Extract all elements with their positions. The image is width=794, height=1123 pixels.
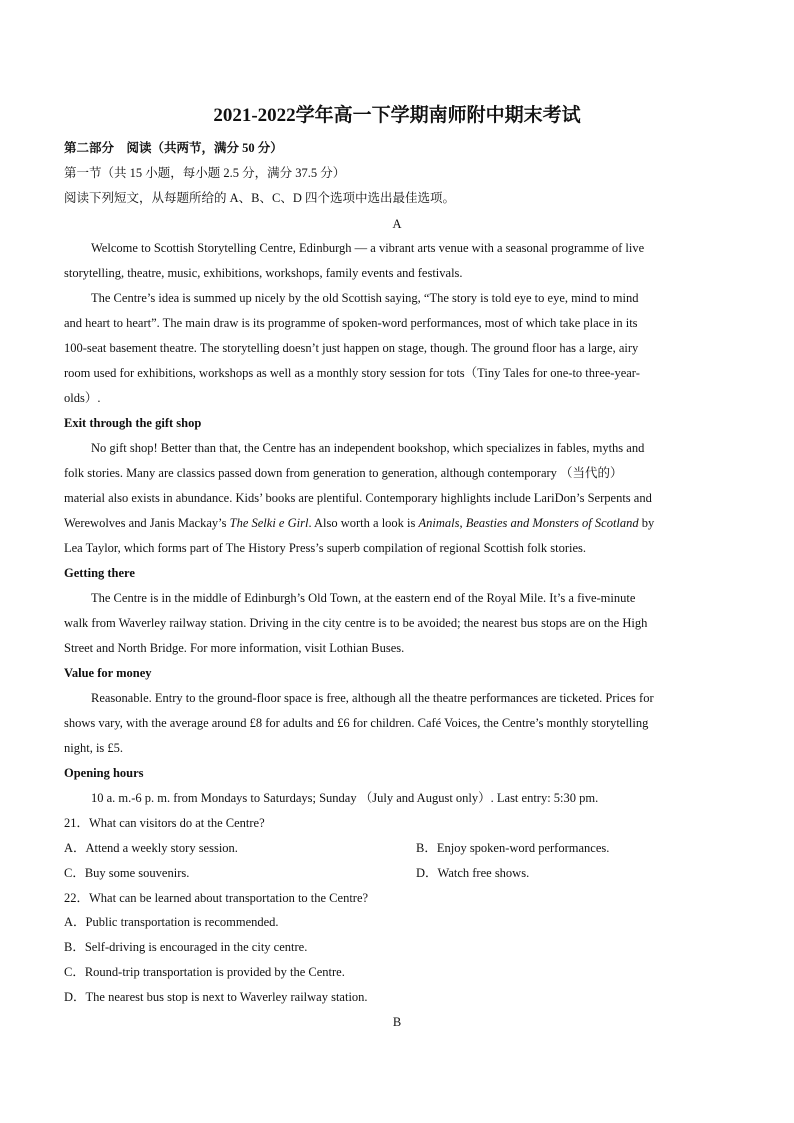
book-title: Animals, Beasties and Monsters of Scotland — [418, 516, 639, 530]
section-heading: 第一节（共 15 小题，每小题 2.5 分，满分 37.5 分） — [64, 166, 346, 180]
idea-line: room used for exhibitions, workshops as well as a monthly story session for tots（Tiny Tales for one-to three-year- — [64, 366, 640, 380]
idea-line: 100-seat basement theatre. The storytelling doesn’t just happen on stage, though. The ground floor has a large, airy — [64, 341, 639, 355]
gift-shop-text: . Also worth a look is — [308, 516, 419, 530]
gift-shop-heading: Exit through the gift shop — [64, 416, 202, 430]
question-22-option-a: A．Public transportation is recommended. — [64, 915, 279, 929]
passage-b-label: B — [392, 1015, 402, 1029]
value-line: shows vary, with the average around £8 for adults and £6 for children. Café Voices, the Centre’s monthly storytelling — [64, 716, 649, 730]
gift-shop-text: by — [638, 516, 655, 530]
getting-there-line: Street and North Bridge. For more information, visit Lothian Buses. — [64, 641, 405, 655]
hours-heading: Opening hours — [64, 766, 144, 780]
idea-line: and heart to heart”. The main draw is its programme of spoken-word performances, most of which take place in its — [64, 316, 638, 330]
gift-shop-line: No gift shop! Better than that, the Centre has an independent bookshop, which specializes in fables, myths and — [91, 441, 645, 455]
gift-shop-line: material also exists in abundance. Kids’ books are plentiful. Contemporary highlights include LariDon’s Serpents and — [64, 491, 652, 505]
question-22-option-d: D．The nearest bus stop is next to Waverley railway station. — [64, 990, 368, 1004]
question-21-option-a: A．Attend a weekly story session. — [64, 841, 238, 855]
idea-line: olds）. — [64, 391, 101, 405]
intro-line: storytelling, theatre, music, exhibitions, workshops, family events and festivals. — [64, 266, 463, 280]
value-line: night, is £5. — [64, 741, 124, 755]
question-22-stem: 22．What can be learned about transportation to the Centre? — [64, 891, 369, 905]
getting-there-heading: Getting there — [64, 566, 135, 580]
question-21-option-d: D．Watch free shows. — [416, 866, 530, 880]
question-21-stem: 21．What can visitors do at the Centre? — [64, 816, 265, 830]
book-title: The Selki e Girl — [229, 516, 309, 530]
question-21-option-c: C．Buy some souvenirs. — [64, 866, 190, 880]
exam-title: 2021-2022学年高一下学期南师附中期末考试 — [213, 105, 581, 126]
intro-line: Welcome to Scottish Storytelling Centre, Edinburgh — a vibrant arts venue with a seasonal programme of live — [91, 241, 645, 255]
part-heading: 第二部分 阅读（共两节，满分 50 分） — [64, 141, 283, 155]
instruction-text: 阅读下列短文，从每题所给的 A、B、C、D 四个选项中选出最佳选项。 — [64, 191, 455, 205]
value-line: Reasonable. Entry to the ground-floor space is free, although all the theatre performances are ticketed. Prices for — [91, 691, 654, 705]
value-heading: Value for money — [64, 666, 152, 680]
question-22-option-b: B．Self-driving is encouraged in the city centre. — [64, 940, 308, 954]
idea-line: The Centre’s idea is summed up nicely by the old Scottish saying, “The story is told eye to eye, mind to mind — [91, 291, 639, 305]
getting-there-line: walk from Waverley railway station. Driving in the city centre is to be avoided; the nearest bus stops are on the High — [64, 616, 648, 630]
question-22-option-c: C．Round-trip transportation is provided by the Centre. — [64, 965, 345, 979]
hours-line: 10 a. m.-6 p. m. from Mondays to Saturdays; Sunday （July and August only）. Last entry: 5:30 pm. — [91, 791, 599, 805]
gift-shop-line: folk stories. Many are classics passed down from generation to generation, although contemporary （当代的） — [64, 466, 623, 480]
getting-there-line: The Centre is in the middle of Edinburgh’s Old Town, at the eastern end of the Royal Mile. It’s a five-minute — [91, 591, 636, 605]
gift-shop-text: Werewolves and Janis Mackay’s — [64, 516, 230, 530]
question-21-option-b: B．Enjoy spoken-word performances. — [416, 841, 610, 855]
gift-shop-line — [64, 515, 654, 531]
gift-shop-line: Lea Taylor, which forms part of The History Press’s superb compilation of regional Scottish folk stories. — [64, 541, 587, 555]
passage-a-label: A — [392, 217, 402, 231]
